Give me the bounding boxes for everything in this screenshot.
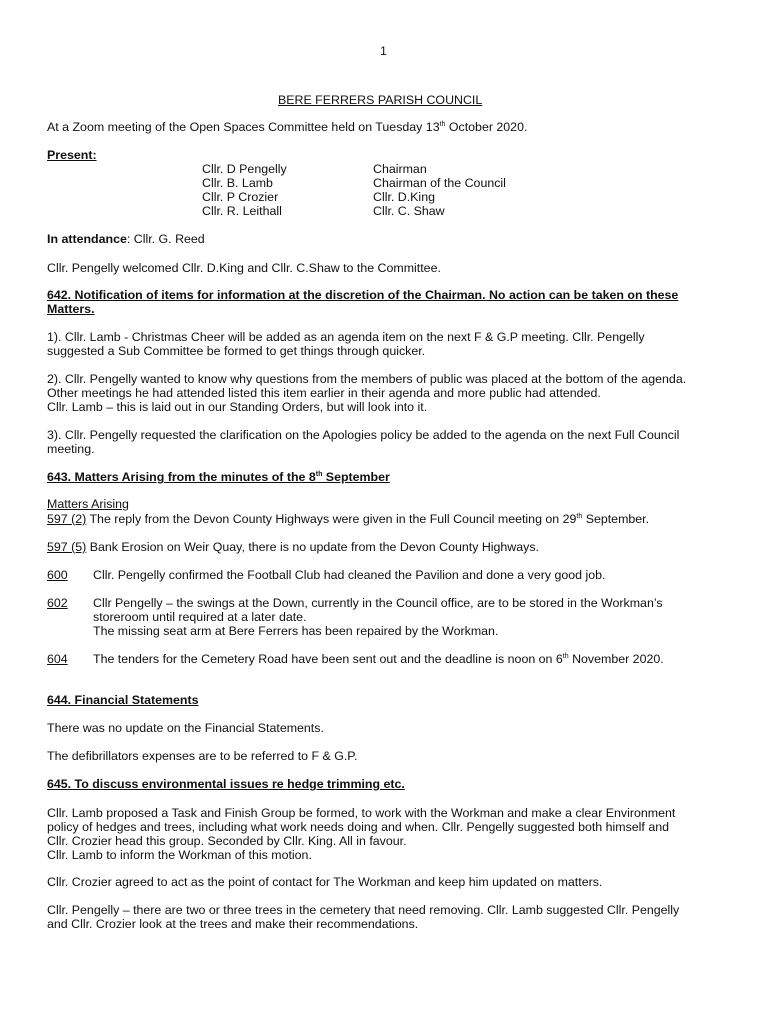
item-644-heading: 644. Financial Statements [47, 693, 199, 707]
present-member: Cllr. P Crozier [202, 190, 279, 204]
item-644-paragraph: There was no update on the Financial Statements. [47, 721, 324, 735]
item-643-heading [47, 470, 390, 484]
paragraph-line: Cllr. Lamb to inform the Workman of this motion. [47, 848, 312, 862]
attendance-label: In attendance [47, 232, 127, 246]
item-604-text [93, 652, 664, 666]
attendance-text: : Cllr. G. Reed [126, 232, 205, 246]
item-645-heading: 645. To discuss environmental issues re hedge trimming etc. [47, 777, 405, 791]
item-642-heading [47, 288, 727, 316]
present-roles-list [373, 162, 506, 218]
present-member: Cllr. R. Leithall [202, 204, 282, 218]
minute-sup: th [562, 653, 569, 660]
minute-reference: 600 [47, 568, 68, 582]
minute-reference: 597 (5) [47, 540, 87, 554]
matters-arising-label: Matters Arising [47, 497, 129, 511]
item-645-paragraph-1 [47, 806, 727, 862]
present-role: Chairman [373, 162, 427, 176]
present-member: Cllr. B. Lamb [202, 176, 273, 190]
paragraph-line: The missing seat arm at Bere Ferrers has been repaired by the Workman. [93, 624, 499, 638]
present-label: Present: [47, 148, 97, 162]
council-title: BERE FERRERS PARISH COUNCIL [278, 93, 483, 107]
paragraph-line: Other meetings he had attended listed this item earlier in their agenda and more public had attended. [47, 386, 601, 400]
item-642-point-3 [47, 428, 727, 456]
paragraph-line: policy of hedges and trees, including what work needs doing and when. Cllr. Pengelly suggested both himself and [47, 820, 669, 834]
minute-text: The reply from the Devon County Highways were given in the Full Council meeting on 29 [86, 512, 577, 526]
paragraph-line: 2). Cllr. Pengelly wanted to know why questions from the members of public was placed at the bottom of the agenda. [47, 372, 687, 386]
paragraph-line: Cllr Pengelly – the swings at the Down, currently in the Council office, are to be stored in the Workman’s [93, 596, 663, 610]
item-645-paragraph-3 [47, 903, 727, 931]
minute-reference: 602 [47, 596, 68, 610]
minute-text: Bank Erosion on Weir Quay, there is no update from the Devon County Highways. [86, 540, 539, 554]
paragraph-line: suggested a Sub Committee be formed to get things through quicker. [47, 344, 426, 358]
paragraph-line: Cllr. Lamb proposed a Task and Finish Group be formed, to work with the Workman and make a clear Environment [47, 806, 676, 820]
minute-text-end: November 2020. [568, 652, 664, 666]
minute-reference: 597 (2) [47, 512, 87, 526]
item-642-point-1 [47, 330, 727, 358]
meeting-intro-text: At a Zoom meeting of the Open Spaces Committee held on Tuesday 13 [47, 120, 440, 134]
page-number: 1 [380, 44, 387, 58]
minute-sup: th [576, 513, 583, 520]
item-597-2 [47, 512, 649, 526]
paragraph-line: storeroom until required at a later date. [93, 610, 307, 624]
paragraph-line: meeting. [47, 442, 95, 456]
meeting-intro-sup: th [439, 121, 446, 128]
item-602-text [93, 596, 663, 638]
paragraph-line: 1). Cllr. Lamb - Christmas Cheer will be added as an agenda item on the next F & G.P meeting. Cllr. Pengelly [47, 330, 645, 344]
paragraph-line: Cllr. Pengelly – there are two or three trees in the cemetery that need removing. Cllr. Lamb suggested Cllr. Pengelly [47, 903, 680, 917]
item-600-text: Cllr. Pengelly confirmed the Football Club had cleaned the Pavilion and done a very good job. [93, 568, 606, 582]
welcome-text: Cllr. Pengelly welcomed Cllr. D.King and Cllr. C.Shaw to the Committee. [47, 261, 441, 275]
minute-reference: 604 [47, 652, 68, 666]
item-643-heading-text: 643. Matters Arising from the minutes of the 8 [47, 470, 316, 484]
present-role: Cllr. C. Shaw [373, 204, 445, 218]
paragraph-line: and Cllr. Crozier look at the trees and make their recommendations. [47, 917, 419, 931]
attendance-line [47, 232, 205, 246]
item-642-point-2 [47, 372, 727, 414]
present-role: Chairman of the Council [373, 176, 506, 190]
present-role: Cllr. D.King [373, 190, 435, 204]
minute-text: The tenders for the Cemetery Road have been sent out and the deadline is noon on 6 [93, 652, 563, 666]
minute-text-end: September. [582, 512, 650, 526]
item-643-heading-sup: th [315, 471, 323, 478]
item-642-heading-line: Matters. [47, 302, 95, 316]
meeting-intro-date: October 2020. [445, 120, 528, 134]
paragraph-line: 3). Cllr. Pengelly requested the clarification on the Apologies policy be added to the agenda on the next Full Council [47, 428, 680, 442]
item-642-heading-line: 642. Notification of items for information at the discretion of the Chairman. No action can be taken on these [47, 288, 679, 302]
paragraph-line: Cllr. Lamb – this is laid out in our Standing Orders, but will look into it. [47, 400, 428, 414]
present-member: Cllr. D Pengelly [202, 162, 287, 176]
meeting-intro [47, 120, 527, 134]
item-643-heading-month: September [322, 470, 390, 484]
item-644-paragraph: The defibrillators expenses are to be referred to F & G.P. [47, 749, 358, 763]
present-members-list [202, 162, 287, 218]
item-597-5 [47, 540, 539, 554]
item-645-paragraph-2: Cllr. Crozier agreed to act as the point of contact for The Workman and keep him updated on matters. [47, 875, 603, 889]
paragraph-line: Cllr. Crozier head this group. Seconded by Cllr. King. All in favour. [47, 834, 407, 848]
